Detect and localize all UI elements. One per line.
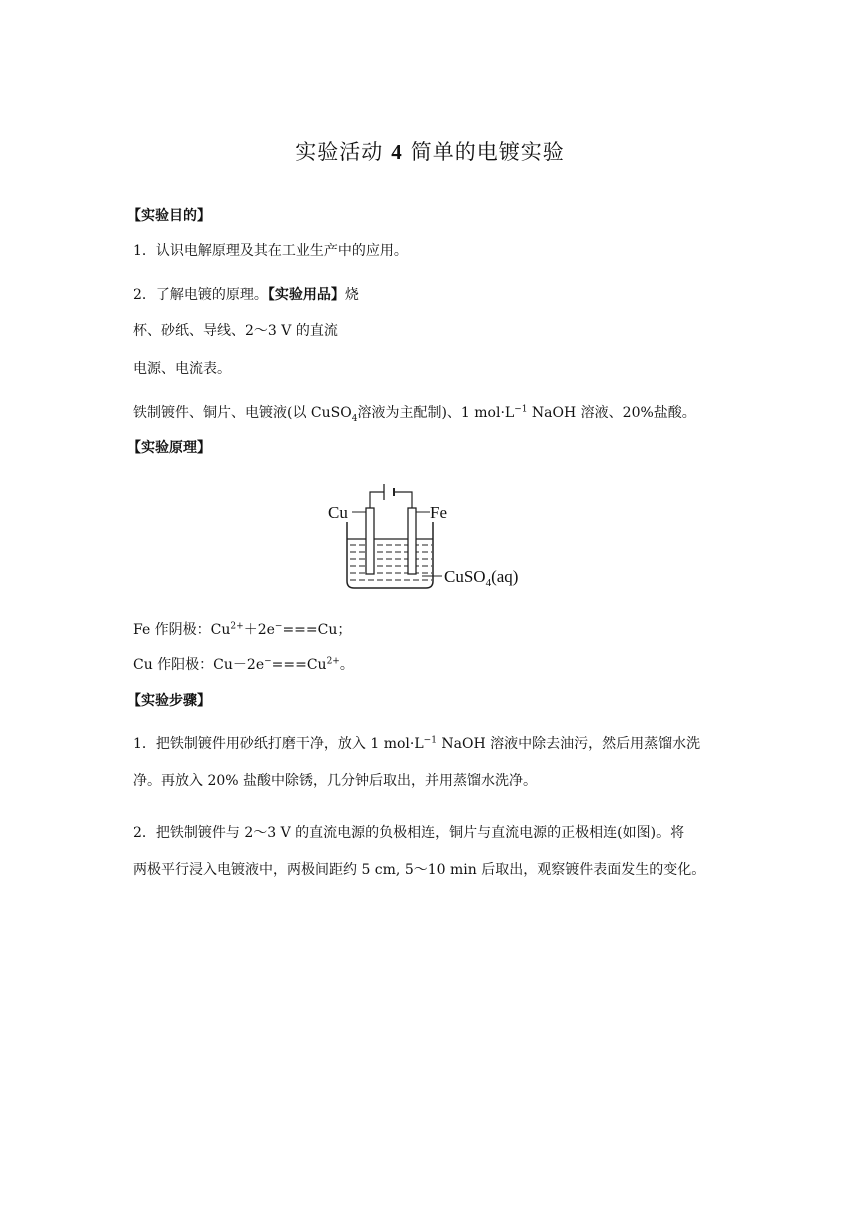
step-2-line-2: 两极平行浸入电镀液中，两极间距约 5 cm, 5～10 min 后取出，观察镀件表面发生的变化。: [133, 862, 706, 878]
text: ===Cu: [271, 657, 327, 673]
section-label: 实验步骤: [141, 693, 197, 709]
bracket-left: 【: [127, 440, 141, 456]
bracket-right: 】: [330, 287, 345, 303]
section-heading-principle: [127, 437, 211, 457]
cathode-equation: [133, 619, 351, 639]
text: Cu 作阳极：Cu－2e: [133, 657, 265, 673]
superscript: −1: [423, 735, 437, 746]
solution-formula: CuSO: [444, 567, 486, 586]
bracket-right: 】: [197, 440, 211, 456]
cu-electrode: [366, 508, 374, 574]
superscript: −: [264, 656, 272, 667]
subscript: 4: [351, 413, 358, 424]
title-number: 4: [391, 140, 403, 164]
step-2-line-1: 2．把铁制镀件与 2～3 V 的直流电源的负极相连，铜片与直流电源的正极相连(如图)。将: [133, 825, 685, 841]
bracket-right: 】: [197, 208, 211, 224]
superscript: 2+: [326, 656, 340, 667]
text: 溶液为主配制)、1 mol·L: [357, 405, 515, 421]
anode-equation: [133, 654, 354, 674]
electroplating-diagram: [322, 478, 542, 596]
text: 。: [339, 657, 354, 673]
text: ＋2e: [243, 622, 275, 638]
section-heading-purpose: [127, 205, 211, 225]
purpose-item-2-with-supplies-heading: [133, 284, 359, 304]
superscript: 2+: [230, 621, 244, 632]
text: Fe 作阴极：Cu: [133, 622, 231, 638]
cu-label: Cu: [328, 503, 348, 522]
section-heading-supplies: [268, 287, 345, 303]
wire-right: [394, 492, 412, 508]
superscript: −: [274, 621, 283, 632]
superscript: −1: [514, 404, 528, 415]
title-pre: 实验活动: [295, 140, 384, 164]
text: NaOH 溶液、20%盐酸。: [527, 405, 696, 421]
text: 铁制镀件、铜片、电镀液(以 CuSO: [133, 405, 352, 421]
purpose-item-2: 2．了解电镀的原理。: [133, 287, 268, 303]
section-label: 实验用品: [274, 287, 331, 303]
bracket-right: 】: [197, 693, 211, 709]
solution-state: (aq): [491, 567, 519, 586]
section-label: 实验原理: [141, 440, 197, 456]
solution-label: [444, 567, 518, 589]
supplies-line-4: [133, 402, 696, 422]
wire-left: [370, 492, 384, 508]
supplies-line-3: 电源、电流表。: [133, 361, 231, 377]
fe-label: Fe: [430, 503, 447, 522]
text: NaOH 溶液中除去油污，然后用蒸馏水洗: [436, 736, 701, 752]
bracket-left: 【: [127, 208, 141, 224]
section-label: 实验目的: [141, 208, 197, 224]
solution-subscript: 4: [485, 577, 492, 589]
title-post: 简单的电镀实验: [410, 140, 565, 164]
supplies-line-2: 杯、砂纸、导线、2～3 V 的直流: [133, 323, 338, 339]
bracket-left: 【: [127, 693, 141, 709]
step-1-line-1: [133, 733, 700, 753]
beaker-outline: [347, 522, 433, 588]
section-heading-steps: [127, 690, 211, 710]
page-title: [0, 136, 860, 166]
text: 1．把铁制镀件用砂纸打磨干净，放入 1 mol·L: [133, 736, 424, 752]
step-1-line-2: 净。再放入 20% 盐酸中除锈，几分钟后取出，并用蒸馏水洗净。: [133, 773, 538, 789]
text: ===Cu；: [282, 622, 352, 638]
fe-electrode: [408, 508, 416, 574]
supplies-text-start: 烧: [344, 287, 359, 303]
purpose-item-1: 1．认识电解原理及其在工业生产中的应用。: [133, 243, 408, 259]
bracket-left: 【: [267, 287, 275, 303]
solution-dashes: [350, 545, 432, 580]
